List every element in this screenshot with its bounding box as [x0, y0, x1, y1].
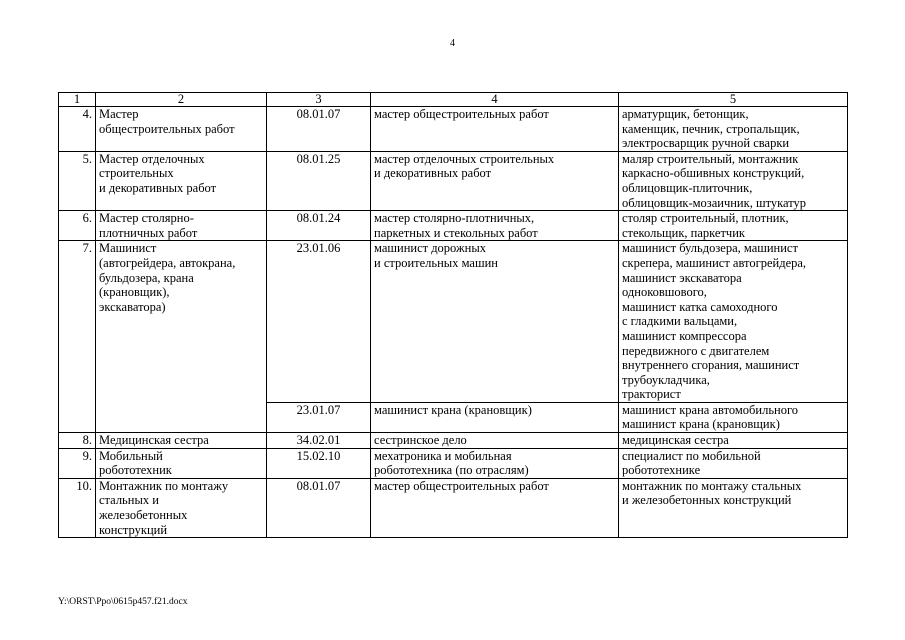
row-title: Мастер общестроительных работ	[96, 107, 267, 152]
row-profession: мастер столярно-плотничных, паркетных и стекольных работ	[371, 211, 619, 241]
row-title: Медицинская сестра	[96, 433, 267, 449]
row-profession: сестринское дело	[371, 433, 619, 449]
table-row	[59, 448, 848, 478]
row-code: 23.01.07	[267, 402, 371, 432]
column-header: 4	[371, 93, 619, 107]
row-number: 6.	[59, 211, 96, 241]
row-profession: мастер общестроительных работ	[371, 107, 619, 152]
table-header-row	[59, 93, 848, 107]
footer-file-path: Y:\ORST\Ppo\0615p457.f21.docx	[58, 597, 188, 607]
page-number: 4	[450, 38, 455, 49]
row-code: 34.02.01	[267, 433, 371, 449]
row-qualifications: медицинская сестра	[619, 433, 848, 449]
row-number: 9.	[59, 448, 96, 478]
table-row	[59, 211, 848, 241]
row-qualifications: машинист крана автомобильного машинист крана (крановщик)	[619, 402, 848, 432]
row-code: 08.01.07	[267, 107, 371, 152]
table-row	[59, 151, 848, 210]
row-number: 10.	[59, 478, 96, 537]
row-code: 23.01.06	[267, 241, 371, 403]
row-profession: машинист крана (крановщик)	[371, 402, 619, 432]
row-title: Мобильный робототехник	[96, 448, 267, 478]
row-qualifications: столяр строительный, плотник, стекольщик, паркетчик	[619, 211, 848, 241]
row-title: Машинист (автогрейдера, автокрана, бульдозера, крана (крановщик), экскаватора)	[96, 241, 267, 433]
row-title: Мастер отделочных строительных и декоративных работ	[96, 151, 267, 210]
row-qualifications: маляр строительный, монтажник каркасно-обшивных конструкций, облицовщик-плиточник, облицовщик-мозаичник, штукатур	[619, 151, 848, 210]
row-profession: мастер общестроительных работ	[371, 478, 619, 537]
row-code: 08.01.24	[267, 211, 371, 241]
row-title: Мастер столярно- плотничных работ	[96, 211, 267, 241]
row-number: 5.	[59, 151, 96, 210]
table-row	[59, 107, 848, 152]
row-qualifications: специалист по мобильной робототехнике	[619, 448, 848, 478]
row-profession: мастер отделочных строительных и декоративных работ	[371, 151, 619, 210]
table-row	[59, 478, 848, 537]
row-profession: машинист дорожных и строительных машин	[371, 241, 619, 403]
table-row	[59, 241, 848, 403]
row-number: 8.	[59, 433, 96, 449]
row-profession: мехатроника и мобильная робототехника (по отраслям)	[371, 448, 619, 478]
row-number: 7.	[59, 241, 96, 433]
row-number: 4.	[59, 107, 96, 152]
column-header: 5	[619, 93, 848, 107]
row-qualifications: монтажник по монтажу стальных и железобетонных конструкций	[619, 478, 848, 537]
column-header: 1	[59, 93, 96, 107]
row-code: 08.01.25	[267, 151, 371, 210]
column-header: 3	[267, 93, 371, 107]
row-qualifications: машинист бульдозера, машинист скрепера, машинист автогрейдера, машинист экскаватора одноковшового, машинист катка самоходного с гладкими вальцами, машинист компрессора передвижного с двигателем внутреннего сгорания, машинист трубоукладчика, тракторист	[619, 241, 848, 403]
row-code: 08.01.07	[267, 478, 371, 537]
row-code: 15.02.10	[267, 448, 371, 478]
professions-table	[58, 92, 848, 538]
row-qualifications: арматурщик, бетонщик, каменщик, печник, стропальщик, электросварщик ручной сварки	[619, 107, 848, 152]
row-title: Монтажник по монтажу стальных и железобетонных конструкций	[96, 478, 267, 537]
table-row	[59, 433, 848, 449]
column-header: 2	[96, 93, 267, 107]
